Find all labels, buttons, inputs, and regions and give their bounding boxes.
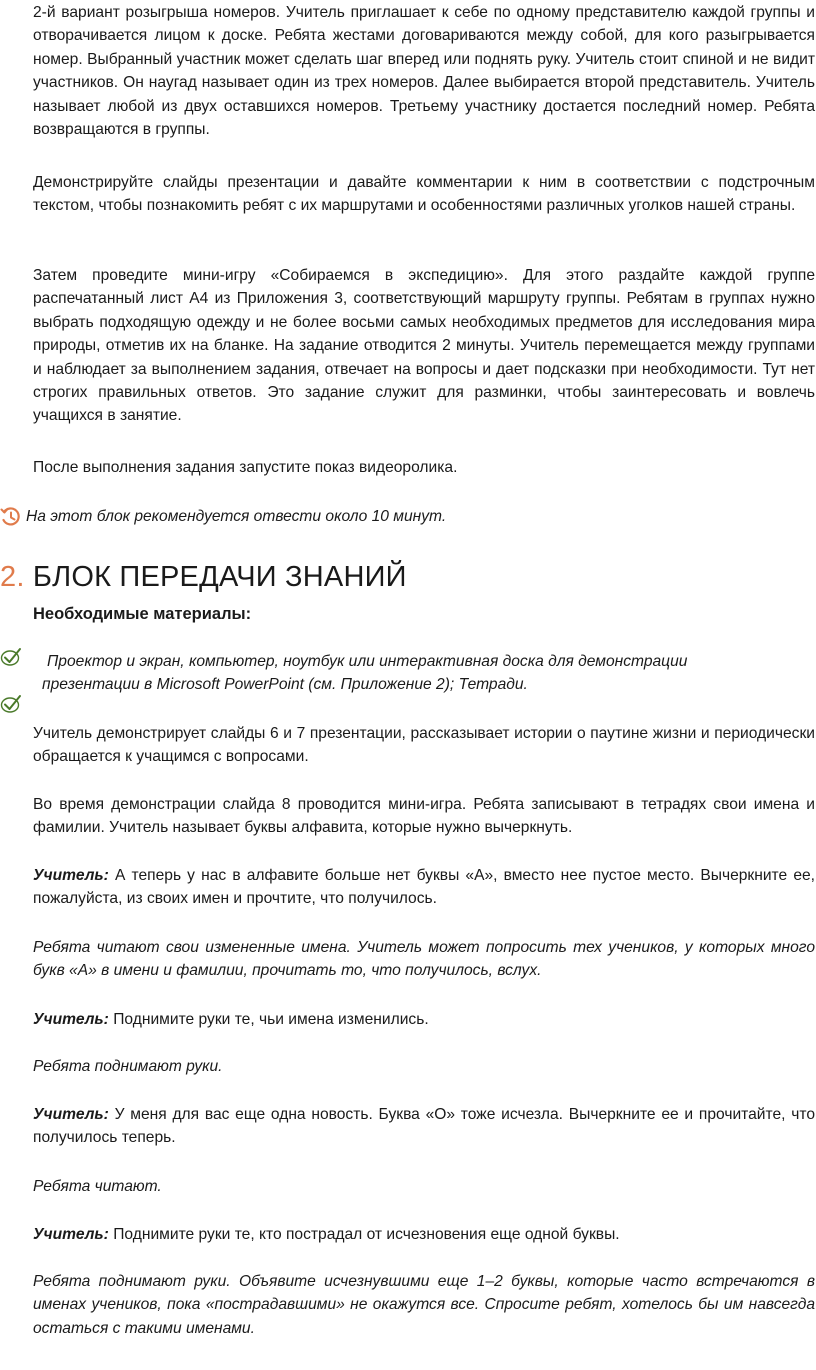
speaker-label: Учитель: (33, 1106, 109, 1123)
speaker-label: Учитель: (33, 1226, 109, 1243)
time-note-text: На этот блок рекомендуется отвести около 10 минут. (26, 508, 447, 525)
speaker-label: Учитель: (33, 867, 109, 884)
paragraph-kids-final: Ребята поднимают руки. Объявите исчезнувшими еще 1–2 буквы, которые часто встречаются в именах учеников, пока «пострадавшими» не окажутся все. Спросите ребят, хотелось бы им навсегда остаться с такими именами. (33, 1273, 815, 1337)
materials-heading: Необходимые материалы: (33, 605, 252, 623)
paragraph-slide-8: Во время демонстрации слайда 8 проводится мини-игра. Ребята записывают в тетрадях свои имена и фамилии. Учитель называет буквы алфавита, которые нужно вычеркнуть. (33, 796, 815, 837)
checkmark-icon (0, 647, 22, 667)
section-number: 2. (0, 561, 25, 593)
paragraph-kids-read-names: Ребята читают свои измененные имена. Учитель может попросить тех учеников, у которых много букв «А» в имени и фамилии, прочитать то, что получилось, вслух. (33, 939, 815, 980)
dialogue-text: А теперь у нас в алфавите больше нет буквы «А», вместо нее пустое место. Вычеркните ее, пожалуйста, из своих имен и прочтите, что получилось. (33, 867, 815, 908)
materials-list: Проектор и экран, компьютер, ноутбук или интерактивная доска для демонстрации презентации в Microsoft PowerPoint (см. Приложение 2); Тетради. (42, 653, 688, 694)
section-heading (0, 557, 407, 597)
paragraph-mini-game: Затем проведите мини-игру «Собираемся в экспедицию». Для этого раздайте каждой группе распечатанный лист А4 из Приложения 3, соответствующий маршруту группы. Ребятам в группах нужно выбрать подходящую одежду и не более восьми самых необходимых предметов для исследования мира природы, отметив их на бланке. На задание отводится 2 минуты. Учитель перемещается между группами и наблюдает за выполнением задания, отвечает на вопросы и дает подсказки при необходимости. Тут нет строгих правильных ответов. Это задание служит для разминки, чтобы заинтересовать и вовлечь учащихся в занятие. (33, 267, 815, 425)
paragraph-kids-raise-hands: Ребята поднимают руки. (33, 1058, 223, 1075)
paragraph-teacher-demo: Учитель демонстрирует слайды 6 и 7 презентации, рассказывает истории о паутине жизни и периодически обращается к учащимся с вопросами. (33, 725, 815, 766)
section-title: БЛОК ПЕРЕДАЧИ ЗНАНИЙ (32, 561, 407, 593)
speaker-label: Учитель: (33, 1011, 109, 1028)
dialogue-text: Поднимите руки те, чьи имена изменились. (108, 1011, 429, 1028)
dialogue-teacher-3 (33, 1103, 815, 1150)
paragraph-video: После выполнения задания запустите показ видеоролика. (33, 459, 458, 476)
paragraph-number-draw: 2-й вариант розыгрыша номеров. Учитель приглашает к себе по одному представителю каждой группы и отворачивается лицом к доске. Ребята жестами договариваются между собой, для кого разыгрывается номер. Выбранный участник может сделать шаг вперед или поднять руку. Учитель стоит спиной и не видит участников. Он наугад называет один из трех номеров. Далее выбирается второй представитель. Учитель называет любой из двух оставшихся номеров. Третьему участнику достается последний номер. Ребята возвращаются в группы. (33, 4, 815, 139)
dialogue-teacher-1 (33, 864, 815, 911)
paragraph-slides: Демонстрируйте слайды презентации и давайте комментарии к ним в соответствии с подстрочным текстом, чтобы познакомить ребят с их маршрутами и особенностями различных уголков нашей страны. (33, 174, 815, 215)
dialogue-text: У меня для вас еще одна новость. Буква «О» тоже исчезла. Вычеркните ее и прочитайте, что получилось теперь. (33, 1106, 815, 1147)
dialogue-text: Поднимите руки те, кто пострадал от исчезновения еще одной буквы. (108, 1226, 620, 1243)
dialogue-teacher-4 (33, 1223, 815, 1246)
checkmark-icon (0, 694, 22, 714)
time-note (0, 505, 780, 529)
paragraph-kids-read: Ребята читают. (33, 1178, 162, 1195)
timer-icon (0, 506, 22, 528)
dialogue-teacher-2 (33, 1008, 815, 1031)
